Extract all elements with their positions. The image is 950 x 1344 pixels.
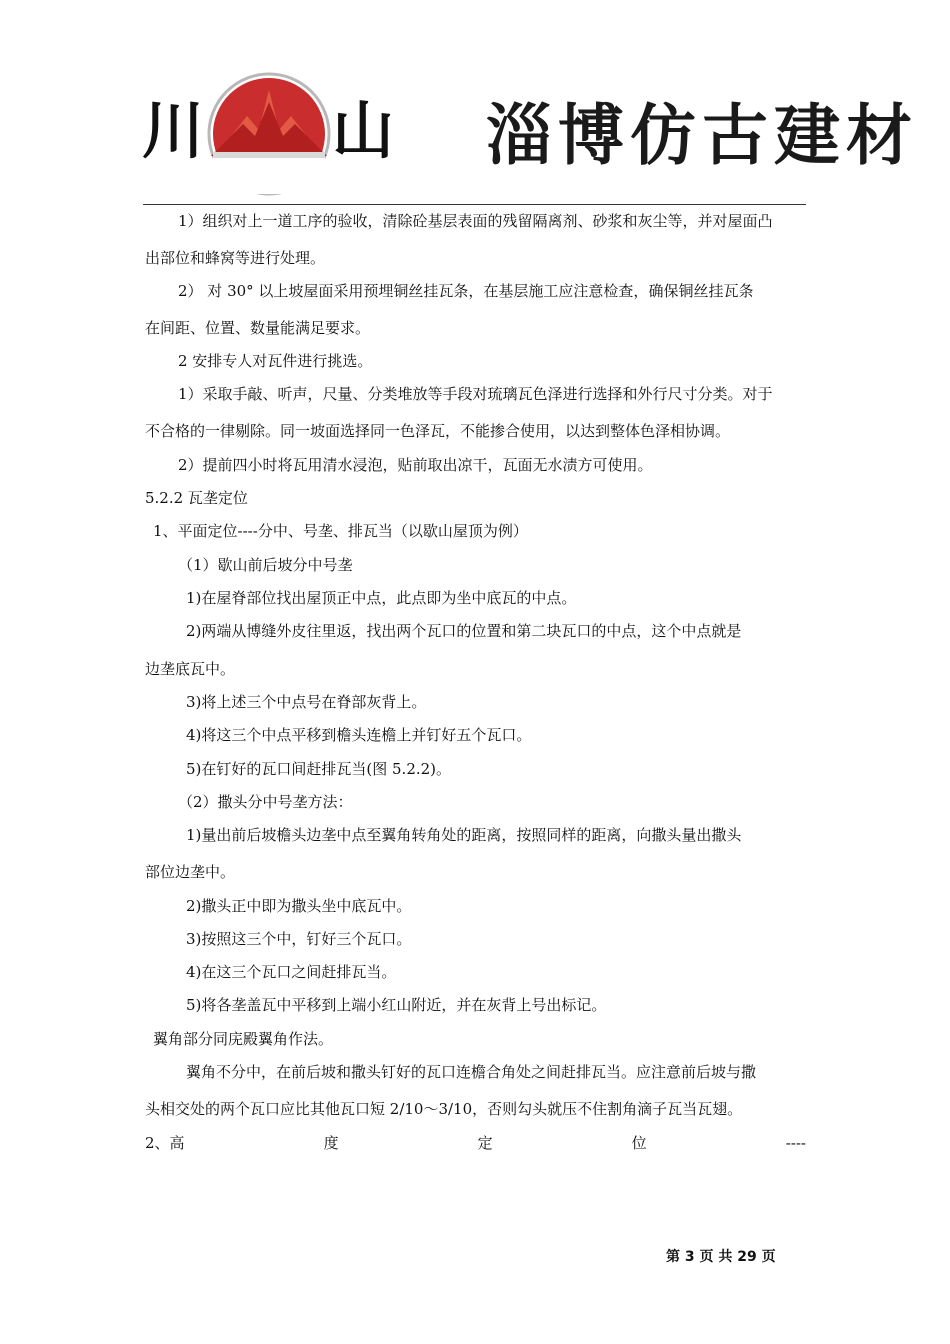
body-line: 2）提前四小时将瓦用清水浸泡，贴前取出凉干，瓦面无水渍方可使用。: [178, 456, 653, 474]
company-name: 淄博仿古建材: [486, 96, 918, 174]
section-heading: 5.2.2 瓦垄定位: [145, 489, 248, 507]
brand-left-char: 川: [142, 94, 205, 167]
body-line: 不合格的一律剔除。同一坡面选择同一色泽瓦，不能掺合使用，以达到整体色泽相协调。: [145, 422, 731, 440]
body-line: 部位边垄中。: [145, 863, 236, 881]
body-line: 出部位和蜂窝等进行处理。: [145, 249, 326, 267]
body-line: 2 安排专人对瓦件进行挑选。: [178, 352, 373, 370]
body-line: 2)撒头正中即为撒头坐中底瓦中。: [186, 897, 412, 915]
body-line: 3)按照这三个中，钉好三个瓦口。: [186, 930, 412, 948]
body-line: 边垄底瓦中。: [145, 660, 236, 678]
body-line: 头相交处的两个瓦口应比其他瓦口短 2/10～3/10，否则勾头就压不住割角滴子瓦当瓦翅。: [145, 1100, 743, 1118]
brand-right-char: 山: [332, 94, 395, 167]
spread-heading-part: ----: [785, 1134, 806, 1152]
body-line: 4)在这三个瓦口之间赶排瓦当。: [186, 963, 397, 981]
body-line: 1)在屋脊部位找出屋顶正中点，此点即为坐中底瓦的中点。: [186, 589, 577, 607]
logo-base-shade: [213, 152, 325, 158]
logo-base: [213, 154, 325, 194]
document-header: [0, 0, 950, 210]
body-line: 5)在钉好的瓦口间赶排瓦当(图 5.2.2)。: [186, 760, 452, 778]
body-line: （2）撒头分中号垄方法：: [178, 793, 353, 811]
body-line: 翼角部分同庑殿翼角作法。: [153, 1030, 334, 1048]
body-line: 1)量出前后坡檐头边垄中点至翼角转角处的距离，按照同样的距离，向撒头量出撒头: [186, 826, 742, 844]
body-line: 3)将上述三个中点号在脊部灰背上。: [186, 693, 427, 711]
body-line: 1）采取手敲、听声，尺量、分类堆放等手段对琉璃瓦色泽进行选择和外行尺寸分类。对于: [178, 385, 773, 403]
spread-heading-part: 位: [631, 1134, 647, 1152]
body-line: 1）组织对上一道工序的验收，清除砼基层表面的残留隔离剂、砂浆和灰尘等，并对屋面凸: [178, 212, 773, 230]
spread-heading: [145, 1133, 806, 1153]
body-line: 5)将各垄盖瓦中平移到上端小红山附近，并在灰背上号出标记。: [186, 996, 607, 1014]
subsection-heading: 1、平面定位----分中、号垄、排瓦当（以歇山屋顶为例）: [153, 522, 528, 540]
body-line: 4)将这三个中点平移到檐头连檐上并钉好五个瓦口。: [186, 726, 532, 744]
spread-heading-part: 度: [323, 1134, 339, 1152]
body-line: 2)两端从博缝外皮往里返，找出两个瓦口的位置和第二块瓦口的中点，这个中点就是: [186, 622, 742, 640]
body-line: （1）歇山前后坡分中号垄: [178, 556, 353, 574]
body-line: 翼角不分中，在前后坡和撒头钉好的瓦口连檐合角处之间赶排瓦当。应注意前后坡与撒: [186, 1063, 757, 1081]
page-number: 第 3 页 共 29 页: [666, 1249, 776, 1265]
body-line: 在间距、位置、数量能满足要求。: [145, 319, 371, 337]
mountain-logo-icon: [207, 72, 331, 196]
body-line: 2） 对 30° 以上坡屋面采用预埋铜丝挂瓦条，在基层施工应注意检查，确保铜丝挂瓦条: [178, 282, 754, 300]
spread-heading-part: 2、高: [145, 1134, 185, 1152]
header-divider: [143, 204, 806, 205]
spread-heading-part: 定: [477, 1134, 493, 1152]
